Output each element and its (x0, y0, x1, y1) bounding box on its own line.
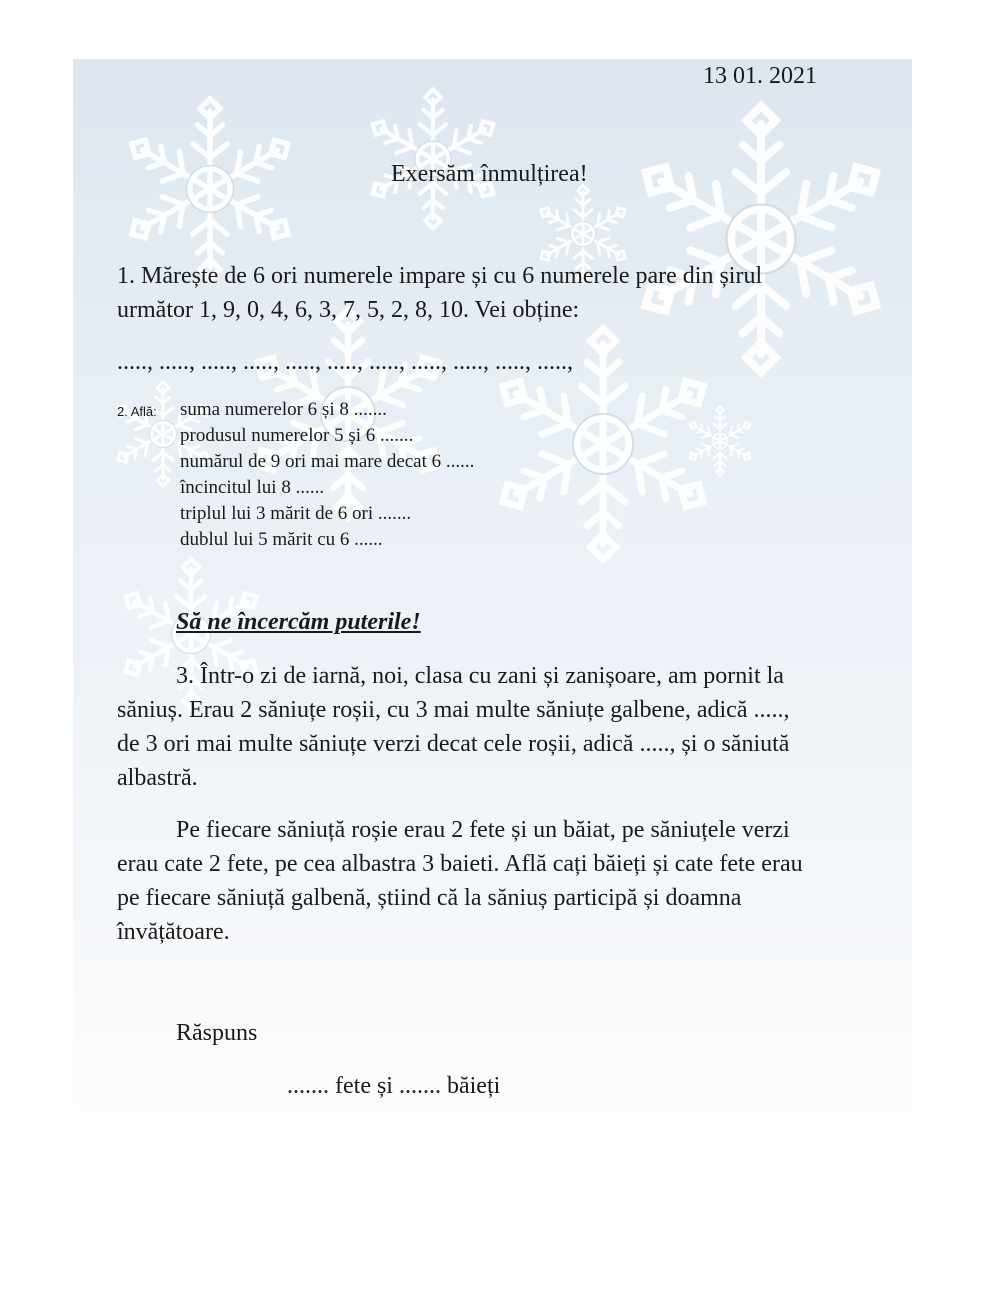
exercise-3-line: învățătoare. (117, 919, 230, 945)
exercise-2-item: triplul lui 3 mărit de 6 ori ....... (180, 503, 412, 524)
exercise-3-line: 3. Într-o zi de iarnă, noi, clasa cu zani și zanișoare, am pornit la (176, 663, 784, 689)
exercise-3-line: erau cate 2 fete, pe cea albastra 3 baieti. Află cați băieți și cate fete erau (117, 851, 803, 877)
exercise-1-line-1: 1. Mărește de 6 ori numerele impare și cu 6 numerele pare din șirul (117, 263, 763, 289)
exercise-2-label: 2. Află: (117, 404, 157, 419)
exercise-3-line: albastră. (117, 765, 198, 791)
page-title: Exersăm înmulțirea! (391, 161, 588, 187)
exercise-3-line: de 3 ori mai multe săniuțe verzi decat cele roșii, adică ....., și o săniută (117, 731, 790, 757)
section-title: Să ne încercăm puterile! (176, 609, 421, 635)
exercise-3-line: săniuș. Erau 2 săniuțe roșii, cu 3 mai multe săniuțe galbene, adică ....., (117, 697, 790, 723)
exercise-2-item: suma numerelor 6 și 8 ....... (180, 399, 387, 420)
exercise-2-item: produsul numerelor 5 și 6 ....... (180, 425, 414, 446)
exercise-1-answer-blanks: ....., ....., ....., ....., ....., ....., ....., ....., ....., ....., ....., (117, 349, 573, 375)
exercise-2-item: dublul lui 5 mărit cu 6 ...... (180, 529, 383, 550)
worksheet-page (73, 59, 912, 1201)
exercise-1-line-2: următor 1, 9, 0, 4, 6, 3, 7, 5, 2, 8, 10. Vei obține: (117, 297, 580, 323)
date: 13 01. 2021 (703, 63, 817, 89)
exercise-2-item: încincitul lui 8 ...... (180, 477, 325, 498)
exercise-3-line: Pe fiecare săniuță roșie erau 2 fete și un băiat, pe săniuțele verzi (176, 817, 790, 843)
exercise-3-line: pe fiecare săniuță galbenă, știind că la săniuș participă și doamna (117, 885, 742, 911)
answer-label: Răspuns (176, 1020, 258, 1046)
answer-line: ....... fete și ....... băieți (287, 1073, 501, 1099)
exercise-2-item: numărul de 9 ori mai mare decat 6 ...... (180, 451, 475, 472)
